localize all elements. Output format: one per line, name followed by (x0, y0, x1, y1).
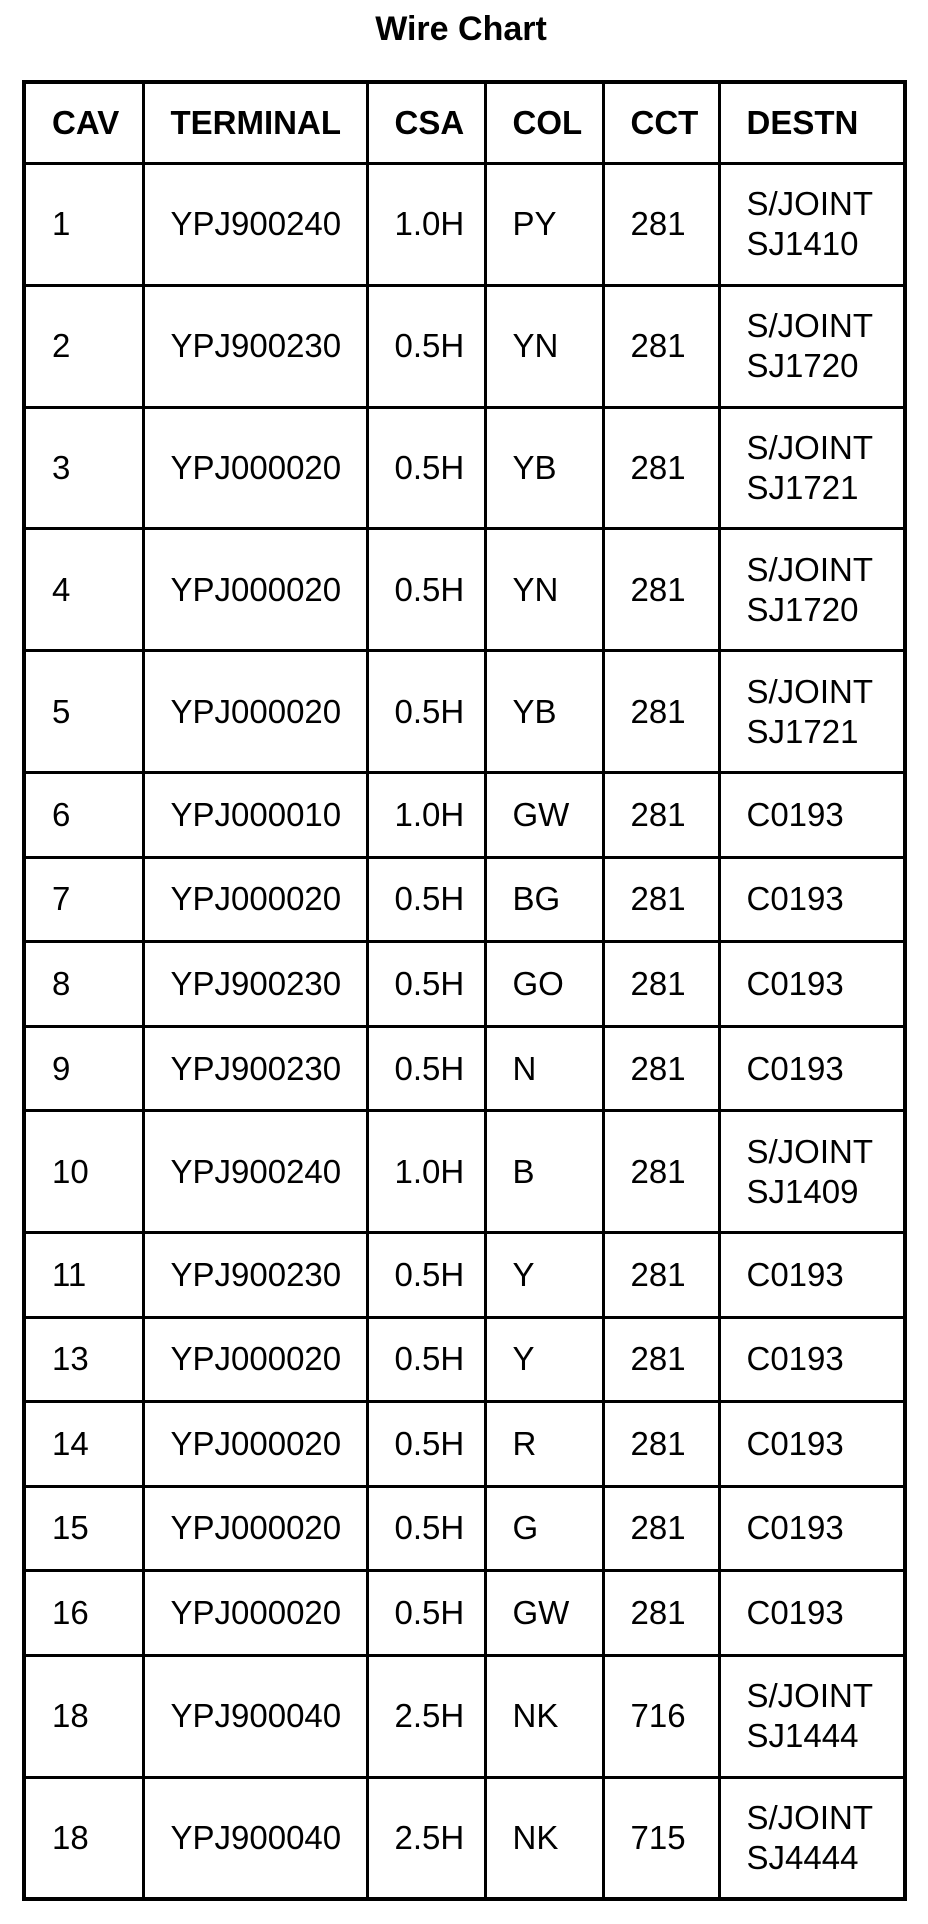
cell-col: GO (485, 942, 603, 1027)
destn-line: C0193 (746, 1509, 844, 1547)
cell-col: YN (485, 285, 603, 407)
cell-cct: 281 (603, 1026, 719, 1111)
cell-col: Y (485, 1233, 603, 1318)
cell-csa: 0.5H (367, 651, 485, 773)
cell-terminal: YPJ000020 (143, 651, 367, 773)
cell-col: NK (485, 1777, 603, 1899)
cell-cct: 281 (603, 1317, 719, 1402)
destn-line: SJ1721 (746, 469, 859, 507)
page-title: Wire Chart (375, 10, 547, 48)
cell-destn (719, 1111, 905, 1233)
cell-cct: 281 (603, 1111, 719, 1233)
cell-csa: 0.5H (367, 1026, 485, 1111)
cell-cct: 281 (603, 407, 719, 529)
cell-col: YB (485, 407, 603, 529)
table-row (24, 857, 905, 942)
cell-terminal: YPJ000020 (143, 1571, 367, 1656)
destn-line: S/JOINT (746, 307, 874, 345)
cell-terminal: YPJ900230 (143, 285, 367, 407)
destn-line: S/JOINT (746, 1798, 874, 1836)
cell-csa: 1.0H (367, 1111, 485, 1233)
cell-cav: 4 (24, 529, 143, 651)
destn-line: SJ1720 (746, 347, 859, 385)
cell-col: G (485, 1486, 603, 1571)
cell-csa: 0.5H (367, 285, 485, 407)
cell-cav: 3 (24, 407, 143, 529)
destn-line: C0193 (746, 795, 844, 833)
destn-line: S/JOINT (746, 1677, 874, 1715)
cell-cct: 281 (603, 1402, 719, 1487)
cell-col: BG (485, 857, 603, 942)
table-row (24, 407, 905, 529)
cell-cct: 281 (603, 1571, 719, 1656)
table-row (24, 1317, 905, 1402)
cell-destn (719, 1402, 905, 1487)
destn-line: C0193 (746, 880, 844, 918)
cell-cav: 16 (24, 1571, 143, 1656)
cell-destn (719, 1571, 905, 1656)
cell-csa: 0.5H (367, 529, 485, 651)
cell-cct: 715 (603, 1777, 719, 1899)
cell-cav: 6 (24, 773, 143, 858)
cell-csa: 0.5H (367, 942, 485, 1027)
cell-cct: 281 (603, 529, 719, 651)
table-row (24, 164, 905, 286)
cell-terminal: YPJ000020 (143, 857, 367, 942)
cell-col: Y (485, 1317, 603, 1402)
cell-terminal: YPJ900230 (143, 1026, 367, 1111)
table-row (24, 1655, 905, 1777)
cell-destn (719, 1026, 905, 1111)
cell-destn (719, 407, 905, 529)
destn-line: C0193 (746, 1255, 844, 1293)
cell-cav: 10 (24, 1111, 143, 1233)
cell-terminal: YPJ900040 (143, 1777, 367, 1899)
cell-terminal: YPJ000020 (143, 1486, 367, 1571)
table-row (24, 1111, 905, 1233)
cell-cct: 716 (603, 1655, 719, 1777)
cell-terminal: YPJ000020 (143, 529, 367, 651)
cell-cav: 2 (24, 285, 143, 407)
cell-destn (719, 164, 905, 286)
destn-line: SJ1720 (746, 590, 859, 628)
cell-csa: 0.5H (367, 407, 485, 529)
cell-cct: 281 (603, 164, 719, 286)
cell-csa: 2.5H (367, 1655, 485, 1777)
cell-cct: 281 (603, 773, 719, 858)
table-row (24, 1486, 905, 1571)
cell-col: YB (485, 651, 603, 773)
header-destn: DESTN (719, 82, 905, 164)
cell-csa: 0.5H (367, 1317, 485, 1402)
destn-line: S/JOINT (746, 672, 874, 710)
cell-terminal: YPJ000020 (143, 1402, 367, 1487)
cell-terminal: YPJ900230 (143, 1233, 367, 1318)
table-row (24, 1026, 905, 1111)
cell-csa: 0.5H (367, 857, 485, 942)
cell-csa: 1.0H (367, 773, 485, 858)
cell-cav: 11 (24, 1233, 143, 1318)
destn-line: SJ4444 (746, 1838, 859, 1876)
table-row (24, 529, 905, 651)
cell-cct: 281 (603, 857, 719, 942)
cell-cav: 14 (24, 1402, 143, 1487)
cell-terminal: YPJ900240 (143, 1111, 367, 1233)
header-cct: CCT (603, 82, 719, 164)
header-cav: CAV (24, 82, 143, 164)
destn-line: S/JOINT (746, 1132, 874, 1170)
destn-line: S/JOINT (746, 550, 874, 588)
cell-cct: 281 (603, 1486, 719, 1571)
cell-csa: 0.5H (367, 1233, 485, 1318)
cell-cav: 7 (24, 857, 143, 942)
table-row (24, 1233, 905, 1318)
cell-csa: 2.5H (367, 1777, 485, 1899)
cell-cav: 8 (24, 942, 143, 1027)
cell-terminal: YPJ900240 (143, 164, 367, 286)
cell-destn (719, 1486, 905, 1571)
cell-cct: 281 (603, 651, 719, 773)
table-body (24, 164, 905, 1900)
header-col: COL (485, 82, 603, 164)
wire-chart-table (22, 80, 907, 1901)
table-row (24, 651, 905, 773)
cell-col: N (485, 1026, 603, 1111)
header-row (24, 82, 905, 164)
table-row (24, 1777, 905, 1899)
cell-cav: 18 (24, 1655, 143, 1777)
destn-line: S/JOINT (746, 429, 874, 467)
destn-line: S/JOINT (746, 185, 874, 223)
cell-destn (719, 1233, 905, 1318)
cell-destn (719, 773, 905, 858)
cell-destn (719, 1777, 905, 1899)
cell-cav: 13 (24, 1317, 143, 1402)
cell-cct: 281 (603, 285, 719, 407)
destn-line: SJ1444 (746, 1717, 859, 1755)
cell-destn (719, 1655, 905, 1777)
destn-line: SJ1409 (746, 1172, 859, 1210)
destn-line: C0193 (746, 1424, 844, 1462)
table-row (24, 773, 905, 858)
cell-destn (719, 942, 905, 1027)
destn-line: C0193 (746, 964, 844, 1002)
cell-cct: 281 (603, 942, 719, 1027)
cell-destn (719, 651, 905, 773)
cell-terminal: YPJ000020 (143, 407, 367, 529)
cell-cav: 5 (24, 651, 143, 773)
cell-terminal: YPJ900230 (143, 942, 367, 1027)
cell-terminal: YPJ900040 (143, 1655, 367, 1777)
destn-line: C0193 (746, 1049, 844, 1087)
cell-terminal: YPJ000010 (143, 773, 367, 858)
cell-cav: 15 (24, 1486, 143, 1571)
cell-col: GW (485, 773, 603, 858)
table-row (24, 942, 905, 1027)
cell-csa: 0.5H (367, 1402, 485, 1487)
table-row (24, 1402, 905, 1487)
cell-cav: 9 (24, 1026, 143, 1111)
cell-terminal: YPJ000020 (143, 1317, 367, 1402)
cell-csa: 0.5H (367, 1571, 485, 1656)
table-row (24, 285, 905, 407)
header-csa: CSA (367, 82, 485, 164)
cell-csa: 0.5H (367, 1486, 485, 1571)
cell-destn (719, 1317, 905, 1402)
cell-destn (719, 285, 905, 407)
cell-destn (719, 857, 905, 942)
cell-destn (719, 529, 905, 651)
cell-cct: 281 (603, 1233, 719, 1318)
destn-line: C0193 (746, 1340, 844, 1378)
destn-line: C0193 (746, 1593, 844, 1631)
cell-col: GW (485, 1571, 603, 1656)
cell-csa: 1.0H (367, 164, 485, 286)
cell-cav: 18 (24, 1777, 143, 1899)
table-row (24, 1571, 905, 1656)
cell-col: NK (485, 1655, 603, 1777)
header-terminal: TERMINAL (143, 82, 367, 164)
cell-col: B (485, 1111, 603, 1233)
cell-cav: 1 (24, 164, 143, 286)
cell-col: PY (485, 164, 603, 286)
cell-col: YN (485, 529, 603, 651)
destn-line: SJ1721 (746, 712, 859, 750)
destn-line: SJ1410 (746, 225, 859, 263)
cell-col: R (485, 1402, 603, 1487)
